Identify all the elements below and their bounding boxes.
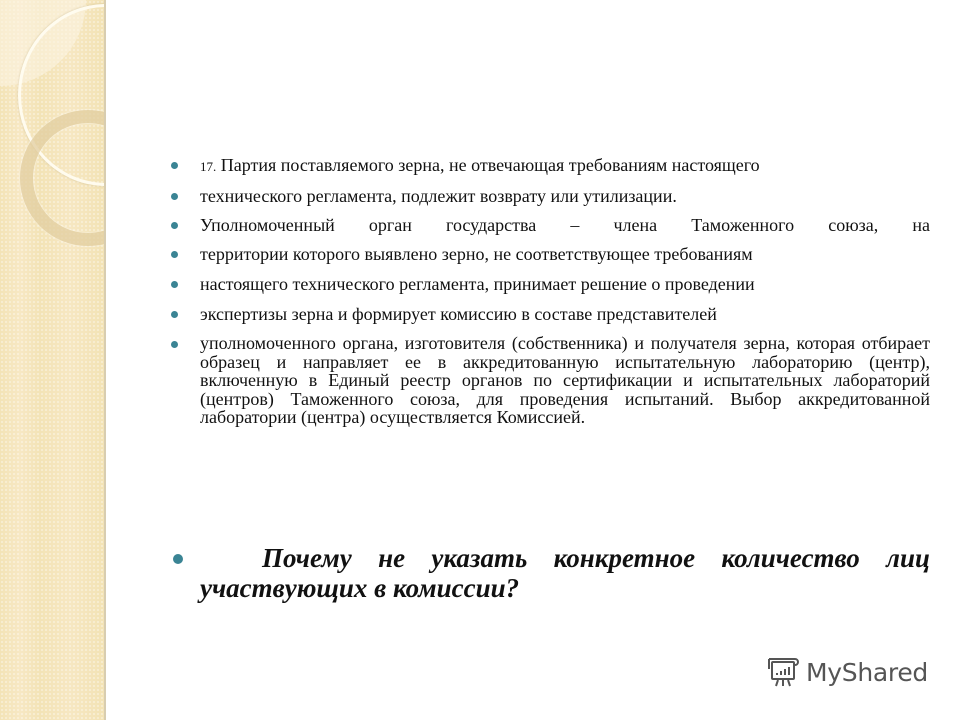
question-item xyxy=(170,543,930,603)
bullet-dot-icon xyxy=(171,222,178,229)
bullet-text: экспертизы зерна и формирует комиссию в составе представителей xyxy=(200,304,717,324)
clause-number: 17. xyxy=(200,159,217,174)
presentation-board-icon xyxy=(766,656,800,688)
bullet-dot-icon xyxy=(171,341,178,348)
bullet-text: настоящего технического регламента, принимает решение о проведении xyxy=(200,274,755,294)
bullet-dot-icon xyxy=(173,554,183,564)
bullet-dot-icon xyxy=(171,193,178,200)
bullet-text: технического регламента, подлежит возврату или утилизации. xyxy=(200,186,677,206)
decorative-sidebar xyxy=(0,0,106,720)
bullet-text: уполномоченного органа, изготовителя (собственника) и получателя зерна, которая отбирает образец и направляет ее в аккредитованную испытательную лабораторию (центр), включенную в Единый реестр органов по сертификации и испытательных лабораторий (центров) Таможенного союза, для проведения испытаний. Выбор аккредитованной лаборатории (центра) осуществляется Комиссией. xyxy=(200,333,930,427)
bullet-item xyxy=(170,186,930,206)
slide-body xyxy=(170,155,930,427)
bullet-item xyxy=(170,155,930,177)
bullet-dot-icon xyxy=(171,251,178,258)
question-text: Почему не указать конкретное количество лиц участвующих в комиссии? xyxy=(200,543,930,603)
bullet-item xyxy=(170,274,930,294)
bullet-dot-icon xyxy=(171,311,178,318)
bullet-dot-icon xyxy=(171,162,178,169)
bullet-text: Партия поставляемого зерна, не отвечающая требованиям настоящего xyxy=(220,155,760,175)
bullet-text: территории которого выявлено зерно, не соответствующее требованиям xyxy=(200,244,753,264)
watermark-label: MyShared xyxy=(806,657,928,687)
myshared-watermark[interactable] xyxy=(766,656,928,688)
bullet-item xyxy=(170,244,930,264)
bullet-item xyxy=(170,215,930,235)
bullet-text: Уполномоченный орган государства – члена Таможенного союза, на xyxy=(200,215,930,235)
bullet-dot-icon xyxy=(171,281,178,288)
bullet-item xyxy=(170,334,930,427)
bullet-item xyxy=(170,304,930,324)
